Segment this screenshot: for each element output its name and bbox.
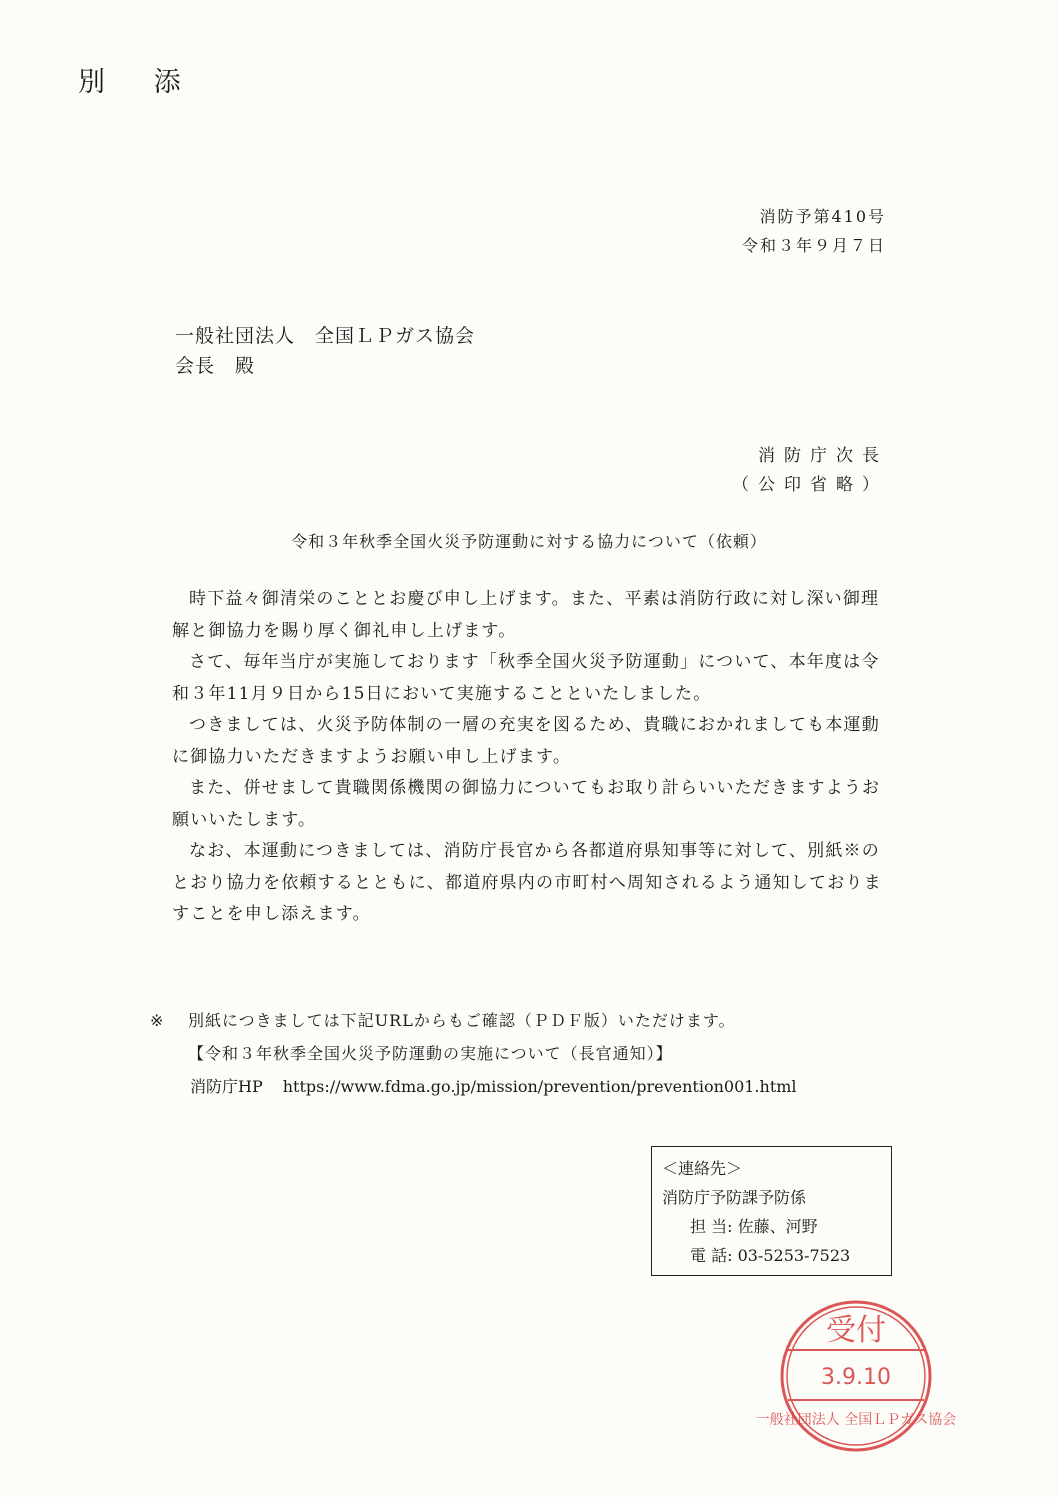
body-paragraph: なお、本運動につきましては、消防庁長官から各都道府県知事等に対して、別紙※のとおり協力を依頼するとともに、都道府県内の市町村へ周知されるよう通知しておりますことを申し添えます。: [172, 841, 882, 924]
received-stamp: [755, 1296, 957, 1456]
document-date: 令和３年９月７日: [741, 236, 886, 255]
recipient-organization: 一般社団法人 全国ＬＰガス協会: [175, 325, 476, 347]
contact-heading: ＜連絡先＞: [662, 1159, 743, 1178]
body-paragraph: また、併せまして貴職関係機関の御協力についてもお取り計らいいただきますようお願いいたします。: [172, 778, 881, 830]
url-label: 消防庁HP: [190, 1077, 263, 1096]
letter-body: [172, 584, 892, 931]
note-url-line: [190, 1074, 797, 1097]
note-mark: ※: [150, 1011, 165, 1030]
stamp-organization: 一般社団法人 全国ＬＰガス協会: [755, 1412, 957, 1428]
seal-omitted-note: （公印省略）: [732, 475, 888, 495]
document-subject: 令和３年秋季全国火災予防運動に対する協力について（依頼）: [291, 532, 767, 551]
contact-department: 消防庁予防課予防係: [662, 1188, 807, 1207]
stamp-label: 受付: [826, 1313, 886, 1348]
document-number: 消防予第410号: [759, 207, 886, 226]
note-line: [150, 1008, 736, 1031]
body-paragraph: さて、毎年当庁が実施しております「秋季全国火災予防運動」について、本年度は令和３年11月９日から15日において実施することといたしました。: [172, 652, 880, 704]
body-paragraph: つきましては、火災予防体制の一層の充実を図るため、貴職におかれましても本運動に御協力いただきますようお願い申し上げます。: [172, 715, 880, 767]
note-text: 別紙につきましては下記URLからもご確認（ＰＤＦ版）いただけます。: [188, 1011, 736, 1030]
body-paragraph: 時下益々御清栄のこととお慶び申し上げます。また、平素は消防行政に対し深い御理解と御協力を賜り厚く御礼申し上げます。: [172, 589, 880, 641]
contact-box: [651, 1146, 892, 1276]
contact-person: 担 当: 佐藤、河野: [690, 1217, 818, 1236]
attachment-label: 別 添: [78, 67, 201, 98]
reference-url: https://www.fdma.go.jp/mission/prevention/prevention001.html: [282, 1077, 797, 1096]
contact-phone: 電 話: 03-5253-7523: [690, 1246, 851, 1265]
recipient-title: 会長 殿: [175, 355, 256, 377]
stamp-date: 3.9.10: [821, 1365, 891, 1390]
sender-title: 消防庁次長: [758, 446, 888, 466]
note-link-title: 【令和３年秋季全国火災予防運動の実施について（長官通知）】: [188, 1044, 673, 1063]
